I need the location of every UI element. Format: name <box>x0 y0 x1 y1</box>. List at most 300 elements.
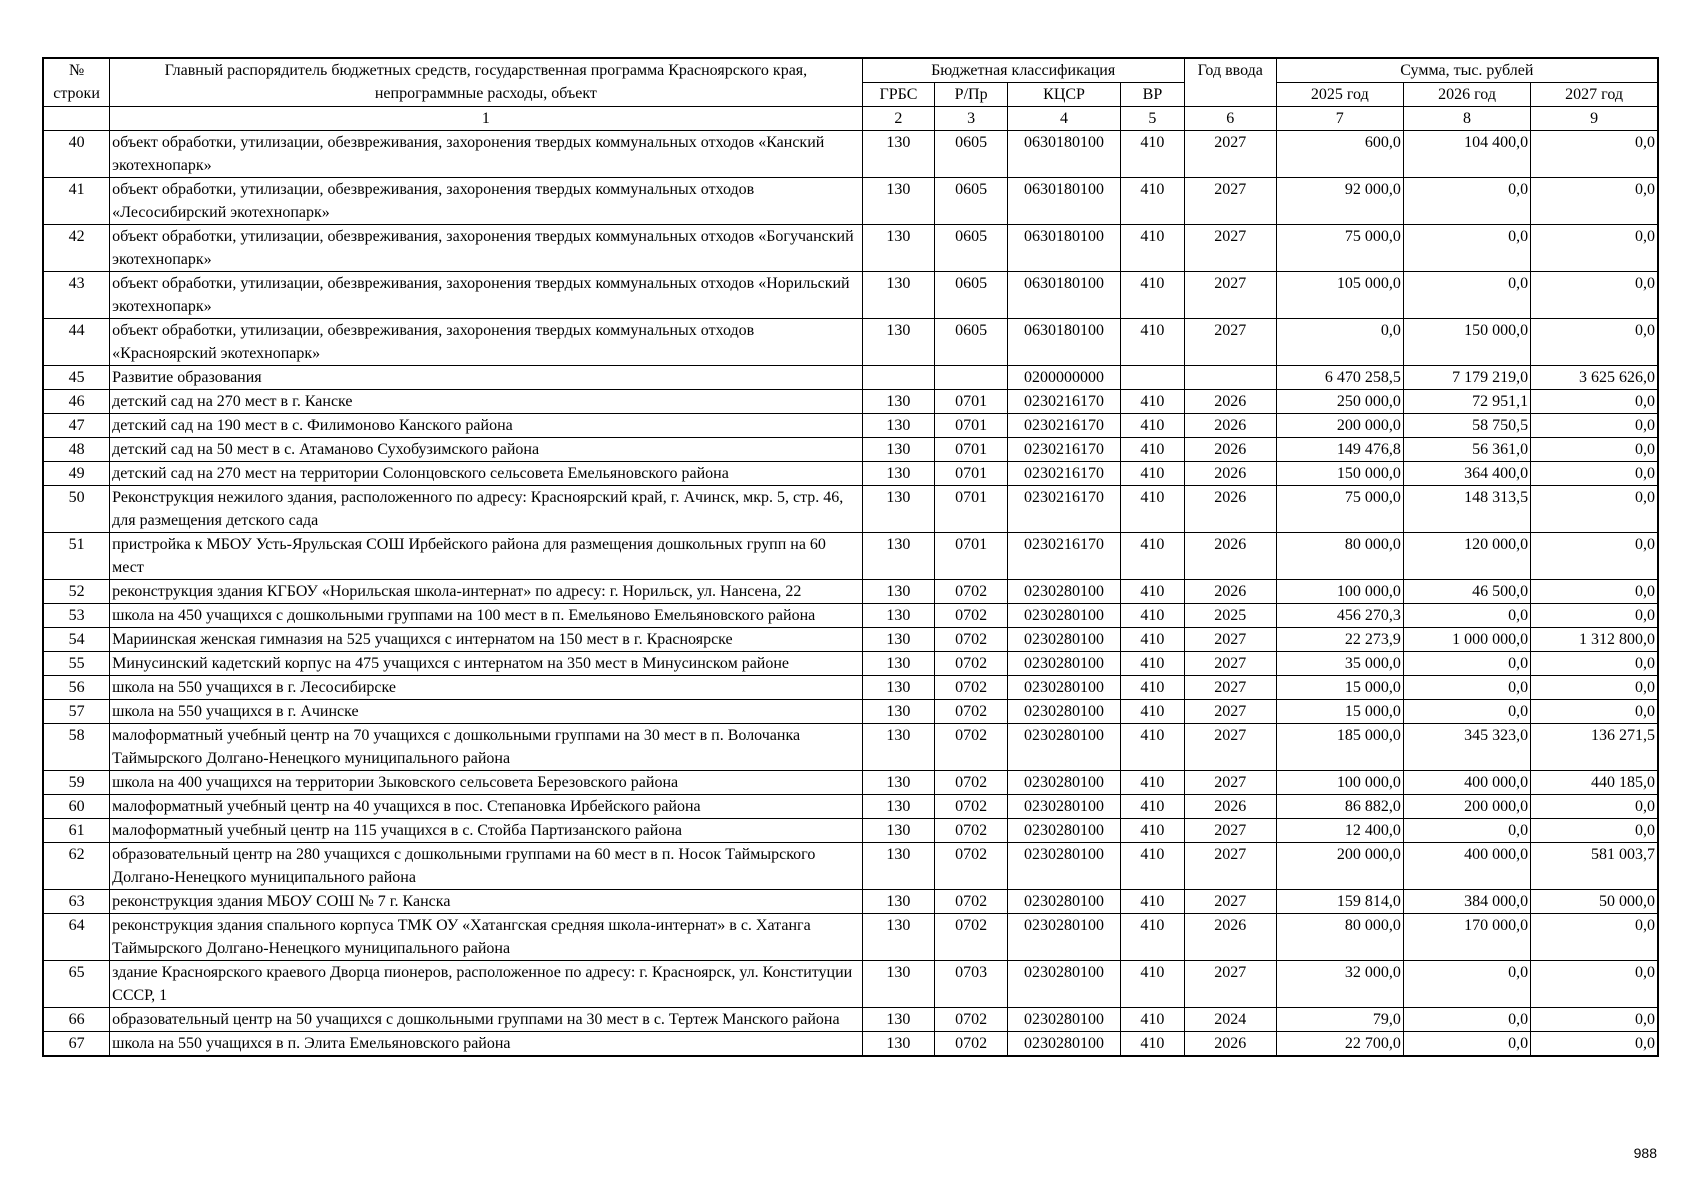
sum-2025-cell: 6 470 258,5 <box>1276 366 1403 390</box>
sum-2025-cell: 250 000,0 <box>1276 390 1403 414</box>
kcsr-cell: 0230280100 <box>1007 652 1120 676</box>
kcsr-cell: 0630180100 <box>1007 319 1120 366</box>
grbs-cell <box>862 366 935 390</box>
grbs-cell: 130 <box>862 225 935 272</box>
kcsr-cell: 0230280100 <box>1007 819 1120 843</box>
table-row <box>43 533 1658 580</box>
rpr-cell: 0702 <box>935 628 1008 652</box>
object-name-cell: реконструкция здания спального корпуса ТМК ОУ «Хатангская средняя школа-интернат» в с. Хатанга Таймырского Долгано-Ненецкого муниципального района <box>110 914 862 961</box>
grbs-cell: 130 <box>862 1008 935 1032</box>
sum-2026-cell: 200 000,0 <box>1403 795 1530 819</box>
grbs-cell: 130 <box>862 462 935 486</box>
row-number-cell: 57 <box>43 700 110 724</box>
table-row <box>43 1008 1658 1032</box>
row-number-cell: 62 <box>43 843 110 890</box>
table-row <box>43 178 1658 225</box>
object-name-cell: реконструкция здания МБОУ СОШ № 7 г. Канска <box>110 890 862 914</box>
sum-2027-cell: 0,0 <box>1531 319 1658 366</box>
object-name-cell: детский сад на 50 мест в с. Атаманово Сухобузимского района <box>110 438 862 462</box>
table-row <box>43 771 1658 795</box>
rpr-cell: 0702 <box>935 1032 1008 1057</box>
sum-2027-cell: 50 000,0 <box>1531 890 1658 914</box>
grbs-cell: 130 <box>862 652 935 676</box>
sum-2027-cell: 0,0 <box>1531 700 1658 724</box>
object-name-cell: объект обработки, утилизации, обезвреживания, захоронения твердых коммунальных отходов «Норильский экотехнопарк» <box>110 272 862 319</box>
row-number-cell: 67 <box>43 1032 110 1057</box>
grbs-cell: 130 <box>862 533 935 580</box>
header-grbs: ГРБС <box>862 83 935 107</box>
table-row <box>43 843 1658 890</box>
colnum: 9 <box>1531 107 1658 131</box>
object-name-cell: объект обработки, утилизации, обезвреживания, захоронения твердых коммунальных отходов «Красноярский экотехнопарк» <box>110 319 862 366</box>
header-vr: ВР <box>1121 83 1185 107</box>
sum-2025-cell: 0,0 <box>1276 319 1403 366</box>
table-row <box>43 961 1658 1008</box>
header-sum: Сумма, тыс. рублей <box>1276 58 1658 83</box>
row-number-cell: 42 <box>43 225 110 272</box>
rpr-cell: 0605 <box>935 319 1008 366</box>
vr-cell: 410 <box>1121 319 1185 366</box>
rpr-cell: 0701 <box>935 486 1008 533</box>
header-row-number: № строки <box>43 58 110 107</box>
row-number-cell: 66 <box>43 1008 110 1032</box>
vr-cell: 410 <box>1121 700 1185 724</box>
grbs-cell: 130 <box>862 795 935 819</box>
sum-2027-cell: 0,0 <box>1531 131 1658 178</box>
table-row <box>43 438 1658 462</box>
grbs-cell: 130 <box>862 890 935 914</box>
year-in-cell: 2026 <box>1184 914 1276 961</box>
vr-cell: 410 <box>1121 890 1185 914</box>
table-row <box>43 890 1658 914</box>
sum-2026-cell: 0,0 <box>1403 272 1530 319</box>
object-name-cell: здание Красноярского краевого Дворца пионеров, расположенное по адресу: г. Красноярск, ул. Конституции СССР, 1 <box>110 961 862 1008</box>
kcsr-cell: 0230280100 <box>1007 890 1120 914</box>
object-name-cell: детский сад на 190 мест в с. Филимоново Канского района <box>110 414 862 438</box>
grbs-cell: 130 <box>862 1032 935 1057</box>
colnum: 5 <box>1121 107 1185 131</box>
table-row <box>43 676 1658 700</box>
sum-2026-cell: 0,0 <box>1403 961 1530 1008</box>
table-body <box>43 131 1658 1057</box>
kcsr-cell: 0230280100 <box>1007 628 1120 652</box>
vr-cell: 410 <box>1121 795 1185 819</box>
table-row <box>43 131 1658 178</box>
kcsr-cell: 0230280100 <box>1007 843 1120 890</box>
table-row <box>43 819 1658 843</box>
sum-2025-cell: 80 000,0 <box>1276 914 1403 961</box>
table-row <box>43 795 1658 819</box>
sum-2026-cell: 0,0 <box>1403 676 1530 700</box>
row-number-cell: 50 <box>43 486 110 533</box>
object-name-cell: образовательный центр на 280 учащихся с дошкольными группами на 60 мест в п. Носок Таймырского Долгано-Ненецкого муниципального района <box>110 843 862 890</box>
object-name-cell: пристройка к МБОУ Усть-Ярульская СОШ Ирбейского района для размещения дошкольных групп на 60 мест <box>110 533 862 580</box>
kcsr-cell: 0230280100 <box>1007 961 1120 1008</box>
sum-2026-cell: 400 000,0 <box>1403 843 1530 890</box>
grbs-cell: 130 <box>862 319 935 366</box>
rpr-cell: 0701 <box>935 438 1008 462</box>
object-name-cell: школа на 400 учащихся на территории Зыковского сельсовета Березовского района <box>110 771 862 795</box>
grbs-cell: 130 <box>862 390 935 414</box>
year-in-cell: 2027 <box>1184 771 1276 795</box>
row-number-cell: 53 <box>43 604 110 628</box>
sum-2027-cell: 0,0 <box>1531 676 1658 700</box>
sum-2025-cell: 22 273,9 <box>1276 628 1403 652</box>
colnum: 2 <box>862 107 935 131</box>
sum-2025-cell: 92 000,0 <box>1276 178 1403 225</box>
sum-2027-cell: 0,0 <box>1531 914 1658 961</box>
rpr-cell: 0605 <box>935 225 1008 272</box>
year-in-cell: 2027 <box>1184 890 1276 914</box>
grbs-cell: 130 <box>862 272 935 319</box>
table-row <box>43 414 1658 438</box>
vr-cell: 410 <box>1121 580 1185 604</box>
table-row <box>43 580 1658 604</box>
table-row <box>43 1032 1658 1057</box>
year-in-cell: 2027 <box>1184 843 1276 890</box>
vr-cell: 410 <box>1121 486 1185 533</box>
vr-cell: 410 <box>1121 652 1185 676</box>
sum-2027-cell: 0,0 <box>1531 604 1658 628</box>
year-in-cell: 2027 <box>1184 700 1276 724</box>
object-name-cell: объект обработки, утилизации, обезвреживания, захоронения твердых коммунальных отходов «Лесосибирский экотехнопарк» <box>110 178 862 225</box>
kcsr-cell: 0230280100 <box>1007 676 1120 700</box>
sum-2025-cell: 149 476,8 <box>1276 438 1403 462</box>
sum-2027-cell: 581 003,7 <box>1531 843 1658 890</box>
vr-cell: 410 <box>1121 225 1185 272</box>
header-kcsr: КЦСР <box>1007 83 1120 107</box>
header-year-in: Год ввода <box>1184 58 1276 107</box>
table-row <box>43 724 1658 771</box>
object-name-cell: Реконструкция нежилого здания, расположенного по адресу: Красноярский край, г. Ачинск, мкр. 5, стр. 46, для размещения детского сада <box>110 486 862 533</box>
row-number-cell: 40 <box>43 131 110 178</box>
sum-2025-cell: 75 000,0 <box>1276 486 1403 533</box>
sum-2025-cell: 200 000,0 <box>1276 414 1403 438</box>
rpr-cell: 0605 <box>935 178 1008 225</box>
row-number-cell: 55 <box>43 652 110 676</box>
header-2026: 2026 год <box>1403 83 1530 107</box>
vr-cell: 410 <box>1121 961 1185 1008</box>
year-in-cell: 2026 <box>1184 390 1276 414</box>
sum-2026-cell: 120 000,0 <box>1403 533 1530 580</box>
sum-2025-cell: 79,0 <box>1276 1008 1403 1032</box>
sum-2026-cell: 364 400,0 <box>1403 462 1530 486</box>
sum-2026-cell: 0,0 <box>1403 700 1530 724</box>
sum-2026-cell: 345 323,0 <box>1403 724 1530 771</box>
sum-2026-cell: 56 361,0 <box>1403 438 1530 462</box>
rpr-cell: 0702 <box>935 843 1008 890</box>
rpr-cell: 0702 <box>935 676 1008 700</box>
sum-2027-cell: 0,0 <box>1531 795 1658 819</box>
grbs-cell: 130 <box>862 628 935 652</box>
sum-2027-cell: 440 185,0 <box>1531 771 1658 795</box>
grbs-cell: 130 <box>862 819 935 843</box>
rpr-cell <box>935 366 1008 390</box>
sum-2025-cell: 75 000,0 <box>1276 225 1403 272</box>
object-name-cell: малоформатный учебный центр на 70 учащихся с дошкольными группами на 30 мест в п. Волочанка Таймырского Долгано-Ненецкого муниципального района <box>110 724 862 771</box>
kcsr-cell: 0200000000 <box>1007 366 1120 390</box>
sum-2025-cell: 35 000,0 <box>1276 652 1403 676</box>
vr-cell: 410 <box>1121 604 1185 628</box>
rpr-cell: 0702 <box>935 890 1008 914</box>
sum-2025-cell: 86 882,0 <box>1276 795 1403 819</box>
year-in-cell: 2026 <box>1184 580 1276 604</box>
year-in-cell: 2026 <box>1184 438 1276 462</box>
year-in-cell: 2027 <box>1184 319 1276 366</box>
year-in-cell <box>1184 366 1276 390</box>
sum-2025-cell: 15 000,0 <box>1276 700 1403 724</box>
sum-2025-cell: 100 000,0 <box>1276 771 1403 795</box>
header-2027: 2027 год <box>1531 83 1658 107</box>
kcsr-cell: 0630180100 <box>1007 178 1120 225</box>
year-in-cell: 2027 <box>1184 225 1276 272</box>
kcsr-cell: 0230280100 <box>1007 914 1120 961</box>
sum-2025-cell: 159 814,0 <box>1276 890 1403 914</box>
object-name-cell: образовательный центр на 50 учащихся с дошкольными группами на 30 мест в с. Тертеж Манского района <box>110 1008 862 1032</box>
rpr-cell: 0702 <box>935 700 1008 724</box>
grbs-cell: 130 <box>862 724 935 771</box>
grbs-cell: 130 <box>862 843 935 890</box>
vr-cell: 410 <box>1121 676 1185 700</box>
grbs-cell: 130 <box>862 580 935 604</box>
sum-2026-cell: 170 000,0 <box>1403 914 1530 961</box>
sum-2025-cell: 600,0 <box>1276 131 1403 178</box>
colnum: 1 <box>110 107 862 131</box>
colnum: 3 <box>935 107 1008 131</box>
vr-cell: 410 <box>1121 414 1185 438</box>
header-classification: Бюджетная классификация <box>862 58 1184 83</box>
row-number-cell: 65 <box>43 961 110 1008</box>
year-in-cell: 2026 <box>1184 533 1276 580</box>
table-row <box>43 272 1658 319</box>
kcsr-cell: 0230216170 <box>1007 462 1120 486</box>
object-name-cell: детский сад на 270 мест в г. Канске <box>110 390 862 414</box>
row-number-cell: 44 <box>43 319 110 366</box>
row-number-cell: 56 <box>43 676 110 700</box>
colnum: 4 <box>1007 107 1120 131</box>
sum-2027-cell: 0,0 <box>1531 961 1658 1008</box>
vr-cell: 410 <box>1121 914 1185 961</box>
sum-2027-cell: 0,0 <box>1531 486 1658 533</box>
vr-cell: 410 <box>1121 1032 1185 1057</box>
vr-cell: 410 <box>1121 438 1185 462</box>
sum-2025-cell: 22 700,0 <box>1276 1032 1403 1057</box>
kcsr-cell: 0230216170 <box>1007 438 1120 462</box>
page-number: 988 <box>1633 1145 1657 1161</box>
object-name-cell: малоформатный учебный центр на 115 учащихся в с. Стойба Партизанского района <box>110 819 862 843</box>
sum-2027-cell: 0,0 <box>1531 819 1658 843</box>
sum-2025-cell: 456 270,3 <box>1276 604 1403 628</box>
vr-cell <box>1121 366 1185 390</box>
sum-2027-cell: 0,0 <box>1531 390 1658 414</box>
object-name-cell: Развитие образования <box>110 366 862 390</box>
rpr-cell: 0701 <box>935 414 1008 438</box>
year-in-cell: 2027 <box>1184 131 1276 178</box>
rpr-cell: 0702 <box>935 580 1008 604</box>
vr-cell: 410 <box>1121 771 1185 795</box>
header-2025: 2025 год <box>1276 83 1403 107</box>
table-row <box>43 225 1658 272</box>
column-numbers-row <box>43 107 1658 131</box>
year-in-cell: 2026 <box>1184 414 1276 438</box>
sum-2026-cell: 0,0 <box>1403 604 1530 628</box>
table-row <box>43 628 1658 652</box>
vr-cell: 410 <box>1121 131 1185 178</box>
grbs-cell: 130 <box>862 914 935 961</box>
colnum: 7 <box>1276 107 1403 131</box>
rpr-cell: 0702 <box>935 1008 1008 1032</box>
grbs-cell: 130 <box>862 771 935 795</box>
year-in-cell: 2027 <box>1184 178 1276 225</box>
sum-2026-cell: 400 000,0 <box>1403 771 1530 795</box>
year-in-cell: 2026 <box>1184 1032 1276 1057</box>
object-name-cell: малоформатный учебный центр на 40 учащихся в пос. Степановка Ирбейского района <box>110 795 862 819</box>
table-header <box>43 58 1658 131</box>
row-number-cell: 63 <box>43 890 110 914</box>
row-number-cell: 58 <box>43 724 110 771</box>
rpr-cell: 0701 <box>935 462 1008 486</box>
object-name-cell: школа на 550 учащихся в г. Ачинске <box>110 700 862 724</box>
grbs-cell: 130 <box>862 178 935 225</box>
sum-2026-cell: 148 313,5 <box>1403 486 1530 533</box>
sum-2027-cell: 136 271,5 <box>1531 724 1658 771</box>
kcsr-cell: 0230280100 <box>1007 1008 1120 1032</box>
table-row <box>43 366 1658 390</box>
kcsr-cell: 0630180100 <box>1007 225 1120 272</box>
year-in-cell: 2027 <box>1184 676 1276 700</box>
object-name-cell: Минусинский кадетский корпус на 475 учащихся с интернатом на 350 мест в Минусинском районе <box>110 652 862 676</box>
sum-2027-cell: 0,0 <box>1531 438 1658 462</box>
rpr-cell: 0701 <box>935 390 1008 414</box>
rpr-cell: 0702 <box>935 604 1008 628</box>
rpr-cell: 0702 <box>935 771 1008 795</box>
sum-2026-cell: 0,0 <box>1403 819 1530 843</box>
sum-2027-cell: 0,0 <box>1531 178 1658 225</box>
row-number-cell: 49 <box>43 462 110 486</box>
sum-2027-cell: 0,0 <box>1531 462 1658 486</box>
row-number-cell: 41 <box>43 178 110 225</box>
table-row <box>43 462 1658 486</box>
sum-2025-cell: 185 000,0 <box>1276 724 1403 771</box>
row-number-cell: 52 <box>43 580 110 604</box>
rpr-cell: 0701 <box>935 533 1008 580</box>
sum-2025-cell: 12 400,0 <box>1276 819 1403 843</box>
sum-2026-cell: 7 179 219,0 <box>1403 366 1530 390</box>
sum-2026-cell: 46 500,0 <box>1403 580 1530 604</box>
row-number-cell: 45 <box>43 366 110 390</box>
vr-cell: 410 <box>1121 533 1185 580</box>
sum-2025-cell: 100 000,0 <box>1276 580 1403 604</box>
vr-cell: 410 <box>1121 390 1185 414</box>
rpr-cell: 0702 <box>935 795 1008 819</box>
budget-table <box>42 57 1659 1057</box>
row-number-cell: 61 <box>43 819 110 843</box>
row-number-cell: 59 <box>43 771 110 795</box>
vr-cell: 410 <box>1121 819 1185 843</box>
rpr-cell: 0605 <box>935 131 1008 178</box>
sum-2027-cell: 3 625 626,0 <box>1531 366 1658 390</box>
year-in-cell: 2027 <box>1184 819 1276 843</box>
table-row <box>43 604 1658 628</box>
sum-2027-cell: 0,0 <box>1531 272 1658 319</box>
grbs-cell: 130 <box>862 131 935 178</box>
sum-2026-cell: 72 951,1 <box>1403 390 1530 414</box>
rpr-cell: 0702 <box>935 652 1008 676</box>
colnum: 6 <box>1184 107 1276 131</box>
kcsr-cell: 0230216170 <box>1007 390 1120 414</box>
table-row <box>43 486 1658 533</box>
kcsr-cell: 0230280100 <box>1007 604 1120 628</box>
row-number-cell: 60 <box>43 795 110 819</box>
vr-cell: 410 <box>1121 462 1185 486</box>
sum-2026-cell: 104 400,0 <box>1403 131 1530 178</box>
sum-2027-cell: 0,0 <box>1531 652 1658 676</box>
sum-2027-cell: 0,0 <box>1531 533 1658 580</box>
row-number-cell: 48 <box>43 438 110 462</box>
kcsr-cell: 0230216170 <box>1007 486 1120 533</box>
sum-2026-cell: 0,0 <box>1403 1008 1530 1032</box>
sum-2025-cell: 80 000,0 <box>1276 533 1403 580</box>
year-in-cell: 2025 <box>1184 604 1276 628</box>
sum-2027-cell: 0,0 <box>1531 580 1658 604</box>
grbs-cell: 130 <box>862 604 935 628</box>
kcsr-cell: 0230280100 <box>1007 771 1120 795</box>
kcsr-cell: 0630180100 <box>1007 131 1120 178</box>
object-name-cell: школа на 550 учащихся в п. Элита Емельяновского района <box>110 1032 862 1057</box>
row-number-cell: 64 <box>43 914 110 961</box>
vr-cell: 410 <box>1121 843 1185 890</box>
year-in-cell: 2026 <box>1184 486 1276 533</box>
vr-cell: 410 <box>1121 628 1185 652</box>
kcsr-cell: 0230216170 <box>1007 533 1120 580</box>
object-name-cell: объект обработки, утилизации, обезвреживания, захоронения твердых коммунальных отходов «Канский экотехнопарк» <box>110 131 862 178</box>
header-name: Главный распорядитель бюджетных средств, государственная программа Красноярского края, непрограммные расходы, объект <box>110 58 862 107</box>
kcsr-cell: 0230280100 <box>1007 580 1120 604</box>
kcsr-cell: 0230280100 <box>1007 1032 1120 1057</box>
grbs-cell: 130 <box>862 486 935 533</box>
sum-2026-cell: 384 000,0 <box>1403 890 1530 914</box>
table-row <box>43 652 1658 676</box>
kcsr-cell: 0230280100 <box>1007 795 1120 819</box>
row-number-cell: 43 <box>43 272 110 319</box>
sum-2027-cell: 1 312 800,0 <box>1531 628 1658 652</box>
sum-2026-cell: 58 750,5 <box>1403 414 1530 438</box>
sum-2026-cell: 0,0 <box>1403 1032 1530 1057</box>
table-row <box>43 914 1658 961</box>
rpr-cell: 0702 <box>935 819 1008 843</box>
vr-cell: 410 <box>1121 178 1185 225</box>
rpr-cell: 0702 <box>935 724 1008 771</box>
colnum-blank <box>43 107 110 131</box>
sum-2025-cell: 32 000,0 <box>1276 961 1403 1008</box>
rpr-cell: 0605 <box>935 272 1008 319</box>
sum-2027-cell: 0,0 <box>1531 1032 1658 1057</box>
year-in-cell: 2024 <box>1184 1008 1276 1032</box>
year-in-cell: 2026 <box>1184 795 1276 819</box>
year-in-cell: 2027 <box>1184 961 1276 1008</box>
grbs-cell: 130 <box>862 438 935 462</box>
year-in-cell: 2027 <box>1184 724 1276 771</box>
vr-cell: 410 <box>1121 1008 1185 1032</box>
kcsr-cell: 0230280100 <box>1007 724 1120 771</box>
table-row <box>43 390 1658 414</box>
colnum: 8 <box>1403 107 1530 131</box>
kcsr-cell: 0630180100 <box>1007 272 1120 319</box>
kcsr-cell: 0230216170 <box>1007 414 1120 438</box>
row-number-cell: 51 <box>43 533 110 580</box>
grbs-cell: 130 <box>862 700 935 724</box>
year-in-cell: 2027 <box>1184 652 1276 676</box>
